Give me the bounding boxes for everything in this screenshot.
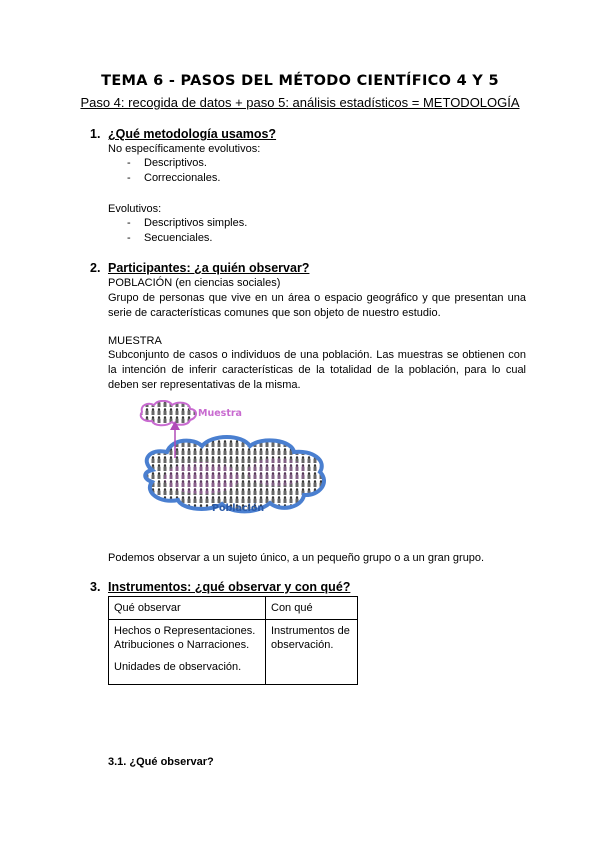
table-row bbox=[109, 620, 358, 685]
muestra-cloud bbox=[141, 401, 196, 425]
section-2-heading bbox=[90, 261, 309, 275]
instruments-table bbox=[108, 596, 358, 685]
list-item: - Correccionales. bbox=[127, 172, 221, 184]
section-2-title: Participantes: ¿a quién observar? bbox=[108, 261, 310, 275]
poblacion-cloud bbox=[145, 437, 324, 511]
page-subtitle: Paso 4: recogida de datos + paso 5: análisis estadísticos = METODOLOGÍA bbox=[80, 95, 520, 110]
poblacion-definition: Grupo de personas que vive en un área o espacio geográfico y que presentan una serie de características comunes que son objeto de nuestro estudio. bbox=[108, 292, 526, 320]
section-2-number: 2. bbox=[90, 261, 101, 275]
observation-sentence: Podemos observar a un sujeto único, a un pequeño grupo o a un gran grupo. bbox=[108, 552, 485, 564]
table-header-row bbox=[109, 597, 358, 620]
page-title: TEMA 6 - PASOS DEL MÉTODO CIENTÍFICO 4 Y 5 bbox=[101, 73, 499, 89]
muestra-definition: Subconjunto de casos o individuos de una población. Las muestras se obtienen con la intención de inferir características de la totalidad de la población, para lo cual deben ser representativas de la misma. bbox=[108, 349, 526, 392]
section-1-number: 1. bbox=[90, 127, 101, 141]
list-item: - Descriptivos simples. bbox=[127, 217, 248, 229]
table-header: Con qué bbox=[266, 597, 358, 620]
group-1-label: No específicamente evolutivos: bbox=[108, 143, 261, 155]
section-3-title: Instrumentos: ¿qué observar y con qué? bbox=[108, 580, 351, 594]
section-3-number: 3. bbox=[90, 580, 101, 594]
muestra-label: MUESTRA bbox=[108, 335, 162, 347]
poblacion-label: POBLACIÓN (en ciencias sociales) bbox=[108, 277, 281, 289]
group-2-label: Evolutivos: bbox=[108, 203, 162, 215]
list-item: - Secuenciales. bbox=[127, 232, 213, 244]
poblacion-caption: Población bbox=[212, 503, 265, 514]
section-1-heading bbox=[90, 127, 276, 141]
section-3-heading bbox=[90, 580, 350, 594]
table-cell: Instrumentos de observación. bbox=[266, 620, 358, 685]
population-sample-diagram bbox=[132, 400, 342, 522]
muestra-caption: Muestra bbox=[198, 408, 242, 419]
list-item: - Descriptivos. bbox=[127, 157, 207, 169]
section-1-title: ¿Qué metodología usamos? bbox=[108, 127, 277, 141]
table-header: Qué observar bbox=[109, 597, 266, 620]
subsection-3-1-heading: 3.1. ¿Qué observar? bbox=[108, 756, 214, 768]
table-cell: Hechos o Representaciones. Atribuciones o Narraciones. Unidades de observación. bbox=[109, 620, 266, 685]
